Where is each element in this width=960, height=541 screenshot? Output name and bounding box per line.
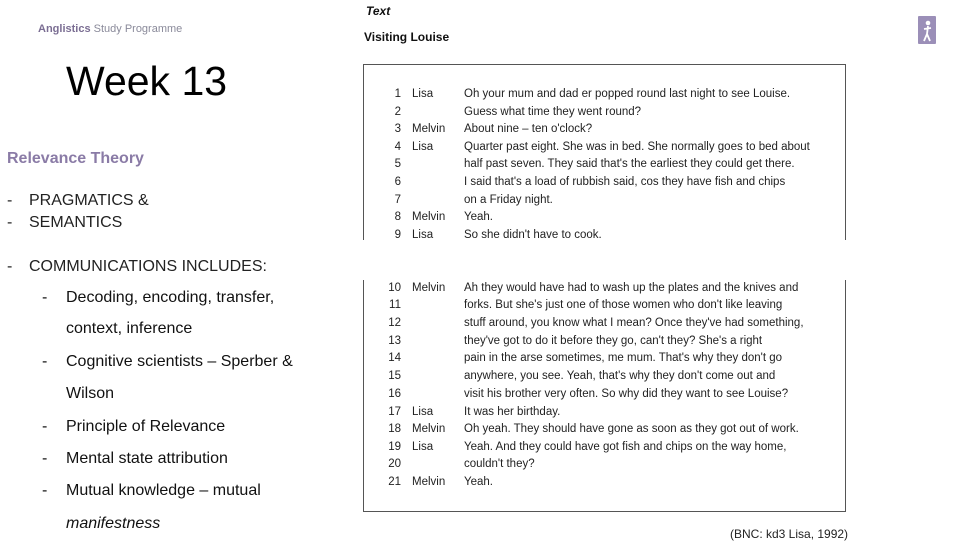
utterance-text: they've got to do it before they go, can't they? She's a right <box>464 335 763 347</box>
line-number: 18 <box>388 423 401 435</box>
line-number: 7 <box>394 194 401 206</box>
speaker-name: Lisa <box>412 441 434 453</box>
utterance-text: Ah they would have had to wash up the plates and the knives and <box>464 282 799 294</box>
utterance-text: So she didn't have to cook. <box>464 229 602 241</box>
speaker-name: Lisa <box>412 406 434 418</box>
line-number: 8 <box>394 211 401 223</box>
line-number: 6 <box>394 176 401 188</box>
line-number: 2 <box>394 106 401 118</box>
programme-name-rest: Study Programme <box>90 23 183 35</box>
utterance-text: pain in the arse sometimes, me mum. That's why they don't go <box>464 352 783 364</box>
line-number: 11 <box>389 299 401 311</box>
source-citation: (BNC: kd3 Lisa, 1992) <box>730 527 849 541</box>
sub-bullet-item: - Mental state attribution <box>42 450 228 467</box>
line-number: 16 <box>388 388 401 400</box>
line-number: 1 <box>394 88 401 100</box>
bullet-item: - PRAGMATICS & <box>7 192 149 209</box>
utterance-text: Yeah. <box>464 476 493 488</box>
utterance-text: Oh yeah. They should have gone as soon as they got out of work. <box>464 423 799 435</box>
line-number: 15 <box>388 370 401 382</box>
figure-logo-icon <box>918 16 936 44</box>
line-number: 21 <box>388 476 401 488</box>
utterance-text: forks. But she's just one of those women who don't like leaving <box>464 299 783 311</box>
transcript-title: Visiting Louise <box>364 30 450 44</box>
speaker-name: Melvin <box>412 423 446 435</box>
line-number: 5 <box>394 158 401 170</box>
utterance-text: stuff around, you know what I mean? Once they've had something, <box>464 317 804 329</box>
section-title: Relevance Theory <box>7 150 144 167</box>
page-title: Week 13 <box>66 58 228 104</box>
sub-bullet-item: - Decoding, encoding, transfer, <box>42 289 275 306</box>
utterance-text: I said that's a load of rubbish said, cos they have fish and chips <box>464 176 786 188</box>
speaker-name: Melvin <box>412 123 446 135</box>
bullet-item: - SEMANTICS <box>7 214 123 231</box>
line-number: 20 <box>388 458 401 470</box>
sub-bullet-item: - Principle of Relevance <box>42 418 226 435</box>
utterance-text: Quarter past eight. She was in bed. She normally goes to bed about <box>464 141 810 153</box>
speaker-name: Melvin <box>412 282 446 294</box>
speaker-name: Melvin <box>412 476 446 488</box>
line-number: 4 <box>394 141 401 153</box>
utterance-text: About nine – ten o'clock? <box>464 123 593 135</box>
utterance-text: visit his brother very often. So why did they want to see Louise? <box>464 388 789 400</box>
transcript-gap <box>340 240 860 280</box>
line-number: 3 <box>394 123 401 135</box>
utterance-text: anywhere, you see. Yeah, that's why they don't come out and <box>464 370 776 382</box>
utterance-text: Guess what time they went round? <box>464 106 642 118</box>
utterance-text: Yeah. <box>464 211 493 223</box>
transcript-label: Text <box>366 4 391 18</box>
sub-bullet-continuation: manifestness <box>66 515 161 532</box>
line-number: 10 <box>388 282 401 294</box>
sub-bullet-item: - Mutual knowledge – mutual <box>42 482 261 499</box>
utterance-text: Oh your mum and dad er popped round last night to see Louise. <box>464 88 791 100</box>
sub-bullet-continuation: Wilson <box>66 385 115 402</box>
utterance-text: couldn't they? <box>464 458 535 470</box>
programme-name-bold: Anglistics <box>38 23 91 35</box>
speaker-name: Melvin <box>412 211 446 223</box>
line-number: 12 <box>388 317 401 329</box>
sub-bullet-item: - Cognitive scientists – Sperber & <box>42 353 293 370</box>
line-number: 19 <box>388 441 401 453</box>
line-number: 13 <box>388 335 401 347</box>
utterance-text: half past seven. They said that's the earliest they could get there. <box>464 158 795 170</box>
speaker-name: Lisa <box>412 141 434 153</box>
speaker-name: Lisa <box>412 229 434 241</box>
utterance-text: It was her birthday. <box>464 406 561 418</box>
sub-bullet-continuation: context, inference <box>66 320 193 337</box>
utterance-text: Yeah. And they could have got fish and chips on the way home, <box>464 441 787 453</box>
programme-header <box>38 23 182 35</box>
line-number: 14 <box>388 352 401 364</box>
line-number: 9 <box>394 229 401 241</box>
line-number: 17 <box>388 406 401 418</box>
bullet-item: - COMMUNICATIONS INCLUDES: <box>7 258 267 275</box>
utterance-text: on a Friday night. <box>464 194 553 206</box>
speaker-name: Lisa <box>412 88 434 100</box>
